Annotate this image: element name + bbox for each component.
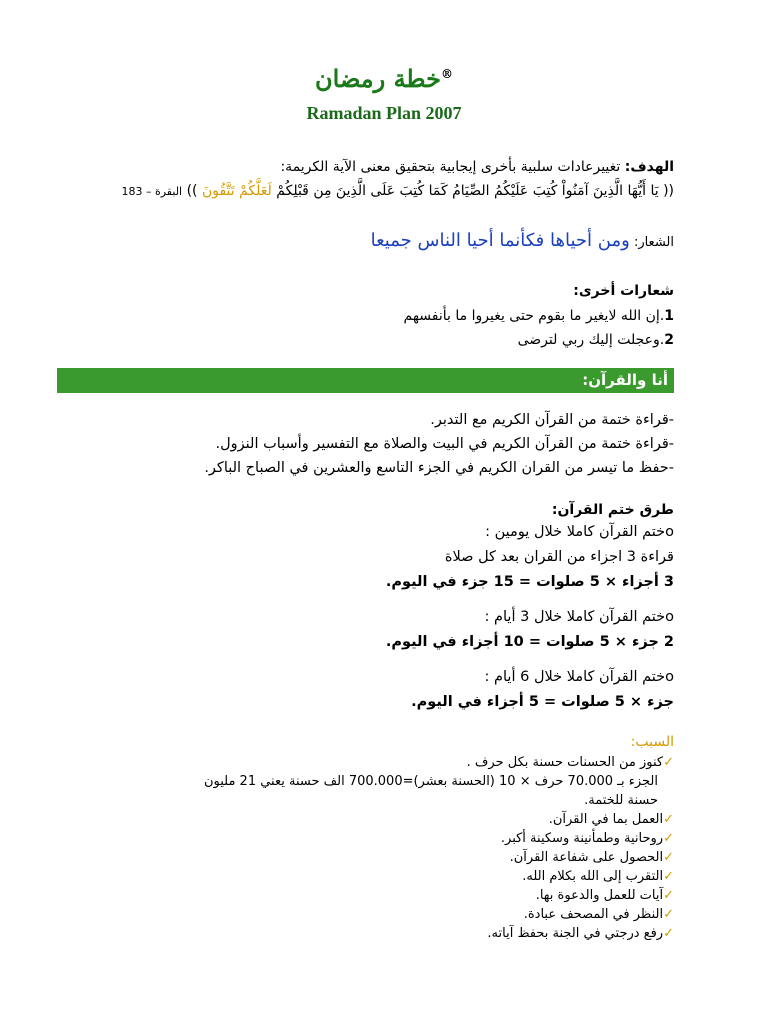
checkmark-icon: ✓ — [663, 831, 674, 846]
list-item — [404, 304, 674, 328]
slogan-label: الشعار: — [633, 235, 674, 250]
list-item: -قراءة ختمة من القرآن الكريم مع التدبر. — [430, 412, 674, 428]
list-item — [114, 753, 674, 772]
list-item — [114, 924, 674, 943]
slogan-line — [371, 230, 674, 251]
list-item — [114, 810, 674, 829]
item-text: التقرب إلى الله بكلام الله. — [522, 869, 664, 884]
checkmark-icon: ✓ — [663, 755, 674, 770]
item-number: 2 — [664, 332, 674, 348]
slogan-text: ومن أحياها فكأنما أحيا الناس جميعا — [370, 230, 630, 251]
way-two-days-line1: قراءة 3 اجزاء من القران بعد كل صلاة — [444, 549, 674, 565]
verse-line — [74, 183, 674, 199]
goal-text: تغييرعادات سلبية بأخرى إيجابية بتحقيق معنى الآية الكريمة: — [280, 159, 625, 175]
page-title — [0, 64, 768, 93]
way-formula: 2 جزء × 5 صلوات = 10 أجزاء في اليوم. — [385, 634, 674, 650]
list-item: -حفظ ما تيسر من القران الكريم في الجزء التاسع والعشرين في الصباح الباكر. — [204, 460, 674, 476]
reasons-list — [114, 753, 674, 943]
item-text: النظر في المصحف عبادة. — [523, 907, 664, 922]
title-arabic: خطة رمضان — [315, 64, 441, 93]
reasons-heading: السبب: — [630, 734, 674, 750]
ways-heading: طرق ختم القرآن: — [551, 502, 674, 518]
way-six-days-title: oختم القرآن كاملا خلال 6 أيام : — [484, 669, 674, 685]
verse-highlight: لَعَلَّكُمْ تَتَّقُونَ — [201, 183, 272, 199]
checkmark-icon: ✓ — [663, 907, 674, 922]
section-header-label: أنا والقرآن: — [582, 371, 668, 389]
way-formula: 3 أجزاء × 5 صلوات = 15 جزء في اليوم. — [385, 574, 674, 590]
other-slogans-list — [404, 304, 674, 352]
way-two-days-line2 — [386, 570, 674, 595]
verse-text: (( يَا أَيُّهَا الَّذِينَ آمَنُواْ كُتِبَ عَلَيْكُمُ الصِّيَامُ كَمَا كُتِبَ عَلَى الَّذِينَ مِن قَبْلِكُمْ — [276, 183, 674, 199]
item-text: العمل بما في القرآن. — [548, 812, 664, 827]
goal-label: الهدف: — [624, 159, 674, 175]
checkmark-icon: ✓ — [663, 926, 674, 941]
checkmark-icon: ✓ — [663, 869, 674, 884]
verse-close: )) — [186, 183, 202, 199]
list-item — [404, 328, 674, 352]
way-six-days-line1 — [386, 690, 674, 715]
item-text: الحصول على شفاعة القرآن. — [509, 850, 664, 865]
registered-mark: ® — [440, 67, 453, 81]
section-header-bar — [57, 368, 674, 393]
checkmark-icon: ✓ — [663, 850, 674, 865]
item-text: روحانية وطمأنينة وسكينة أكبر. — [500, 831, 664, 846]
page-subtitle: Ramadan Plan 2007 — [306, 103, 462, 123]
item-text: آيات للعمل والدعوة بها. — [535, 888, 664, 903]
list-item — [114, 848, 674, 867]
item-text: كنوز من الحسنات حسنة بكل حرف . — [466, 755, 664, 770]
list-item — [114, 905, 674, 924]
way-two-days-title: oختم القرآن كاملا خلال يومين : — [485, 524, 674, 540]
reason-sub-line: الجزء بـ 70.000 حرف × 10 (الحسنة بعشر)=700.000 الف حسنة يعني 21 مليون — [203, 774, 658, 789]
list-item — [114, 886, 674, 905]
other-slogans-heading: شعارات أخرى: — [573, 283, 674, 299]
way-three-days-title: oختم القرآن كاملا خلال 3 أيام : — [484, 609, 674, 625]
item-text: .إن الله لايغير ما بقوم حتى يغيروا ما بأنفسهم — [403, 308, 665, 324]
item-text: .وعجلت إليك ربي لترضى — [517, 332, 665, 348]
item-text: رفع درجتي في الجنة بحفظ آياته. — [487, 926, 664, 941]
reason-sub-line: حسنة للختمة. — [584, 793, 658, 808]
quran-tasks-list — [204, 408, 674, 480]
checkmark-icon: ✓ — [663, 888, 674, 903]
list-item — [114, 867, 674, 886]
way-three-days-line1 — [386, 630, 674, 655]
list-item — [114, 829, 674, 848]
way-formula: جزء × 5 صلوات = 5 أجزاء في اليوم. — [411, 694, 674, 710]
item-number: 1 — [664, 308, 674, 324]
list-item: -قراءة ختمة من القرآن الكريم في البيت والصلاة مع التفسير وأسباب النزول. — [215, 436, 674, 452]
checkmark-icon: ✓ — [663, 812, 674, 827]
goal-line — [280, 159, 674, 175]
verse-reference: البقرة – 183 — [121, 185, 183, 198]
ways-list — [386, 520, 674, 715]
